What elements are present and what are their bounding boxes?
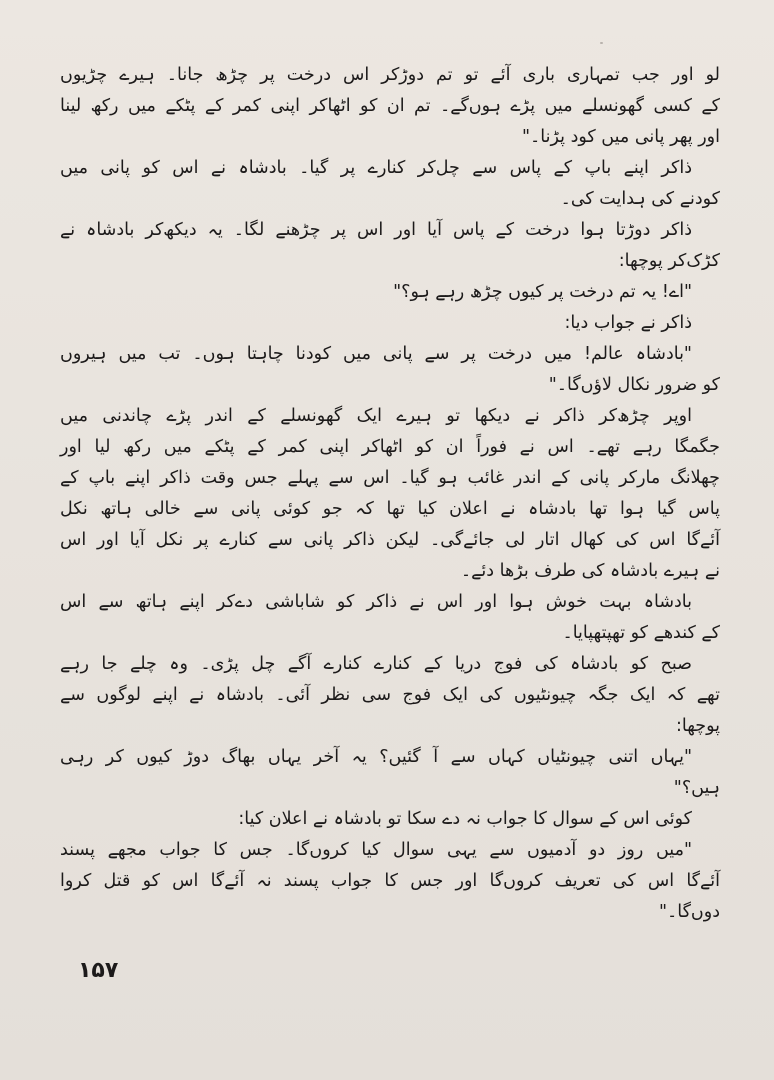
text-line: پوچھا: <box>675 716 720 736</box>
paper-speck <box>600 42 603 44</box>
text-line: جگمگا رہے تھے۔ اس نے فوراً ان کو اٹھاکر اپنی کمر کے پٹکے میں رکھ لیا اور <box>60 437 720 457</box>
text-line: کو ضرور نکال لاؤں‌گا۔" <box>548 375 720 395</box>
text-line: تھے کہ ایک جگہ چیونٹیوں کی ایک فوج سی نظر آئی۔ بادشاہ نے اپنے لوگوں سے <box>60 685 720 705</box>
text-line: لو اور جب تمہاری باری آئے تو تم دوڑکر اس درخت پر چڑھ جانا۔ ہیرے چڑیوں <box>60 65 720 85</box>
text-line: اوپر چڑھ‌کر ذاکر نے دیکھا تو ہیرے ایک گھونسلے کے اندر پڑے چاندنی میں <box>60 406 692 426</box>
text-line: "اے! یہ تم درخت پر کیوں چڑھ رہے ہو؟" <box>393 282 692 302</box>
text-line: ذاکر دوڑتا ہوا درخت کے پاس آیا اور اس پر چڑھنے لگا۔ یہ دیکھ‌کر بادشاہ نے <box>60 220 692 240</box>
text-line: آئےگا اس کی تعریف کروں‌گا اور جس کا جواب پسند نہ آئےگا اس کو قتل کروا <box>60 871 720 891</box>
text-line: ہیں؟" <box>673 778 720 798</box>
text-line: صبح کو بادشاہ کی فوج دریا کے کنارے کنارے آگے چل پڑی۔ وہ چلے جا رہے <box>60 654 692 674</box>
text-line: کودنے کی ہدایت کی۔ <box>560 189 720 209</box>
text-line: "میں روز دو آدمیوں سے یہی سوال کیا کروں‌گا۔ جس کا جواب مجھے پسند <box>60 840 692 860</box>
text-line: اور پھر پانی میں کود پڑنا۔" <box>521 127 720 147</box>
page-number: ۱۵۷ <box>78 958 119 983</box>
text-line: کڑک‌کر پوچھا: <box>618 251 720 271</box>
text-line: کے کندھے کو تھپتھپایا۔ <box>562 623 720 643</box>
text-line: آئےگا اس کی کھال اتار لی جائےگی۔ لیکن ذاکر پانی سے کنارے پر نکل آیا اور اس <box>60 530 720 550</box>
text-line: پاس گیا ہوا تھا بادشاہ نے اعلان کیا تھا کہ جو کوئی پانی سے خالی ہاتھ نکل <box>60 499 720 519</box>
text-line: ذاکر نے جواب دیا: <box>564 313 692 333</box>
text-line: چھلانگ مارکر پانی کے اندر غائب ہو گیا۔ اس سے پہلے جس وقت ذاکر اپنے باپ کے <box>60 468 720 488</box>
text-line: "بادشاہ عالم! میں درخت پر سے پانی میں کودنا چاہتا ہوں۔ تب میں ہیروں <box>60 344 692 364</box>
text-line: دوں‌گا۔" <box>658 902 720 922</box>
text-line: نے ہیرے بادشاہ کی طرف بڑھا دئے۔ <box>460 561 720 581</box>
text-line: کے کسی گھونسلے میں پڑے ہوں‌گے۔ تم ان کو اٹھاکر اپنی کمر کے پٹکے میں رکھ لینا <box>60 96 720 116</box>
urdu-text-body <box>60 60 720 928</box>
text-line: بادشاہ بہت خوش ہوا اور اس نے ذاکر کو شاباشی دےکر اپنے ہاتھ سے اس <box>60 592 692 612</box>
text-line: "یہاں اتنی چیونٹیاں کہاں سے آ گئیں؟ یہ آخر یہاں بھاگ دوڑ کیوں کر رہی <box>60 747 692 767</box>
text-line: ذاکر اپنے باپ کے پاس سے چل‌کر کنارے پر گیا۔ بادشاہ نے اس کو پانی میں <box>60 158 692 178</box>
text-line: کوئی اس کے سوال کا جواب نہ دے سکا تو بادشاہ نے اعلان کیا: <box>238 809 692 829</box>
